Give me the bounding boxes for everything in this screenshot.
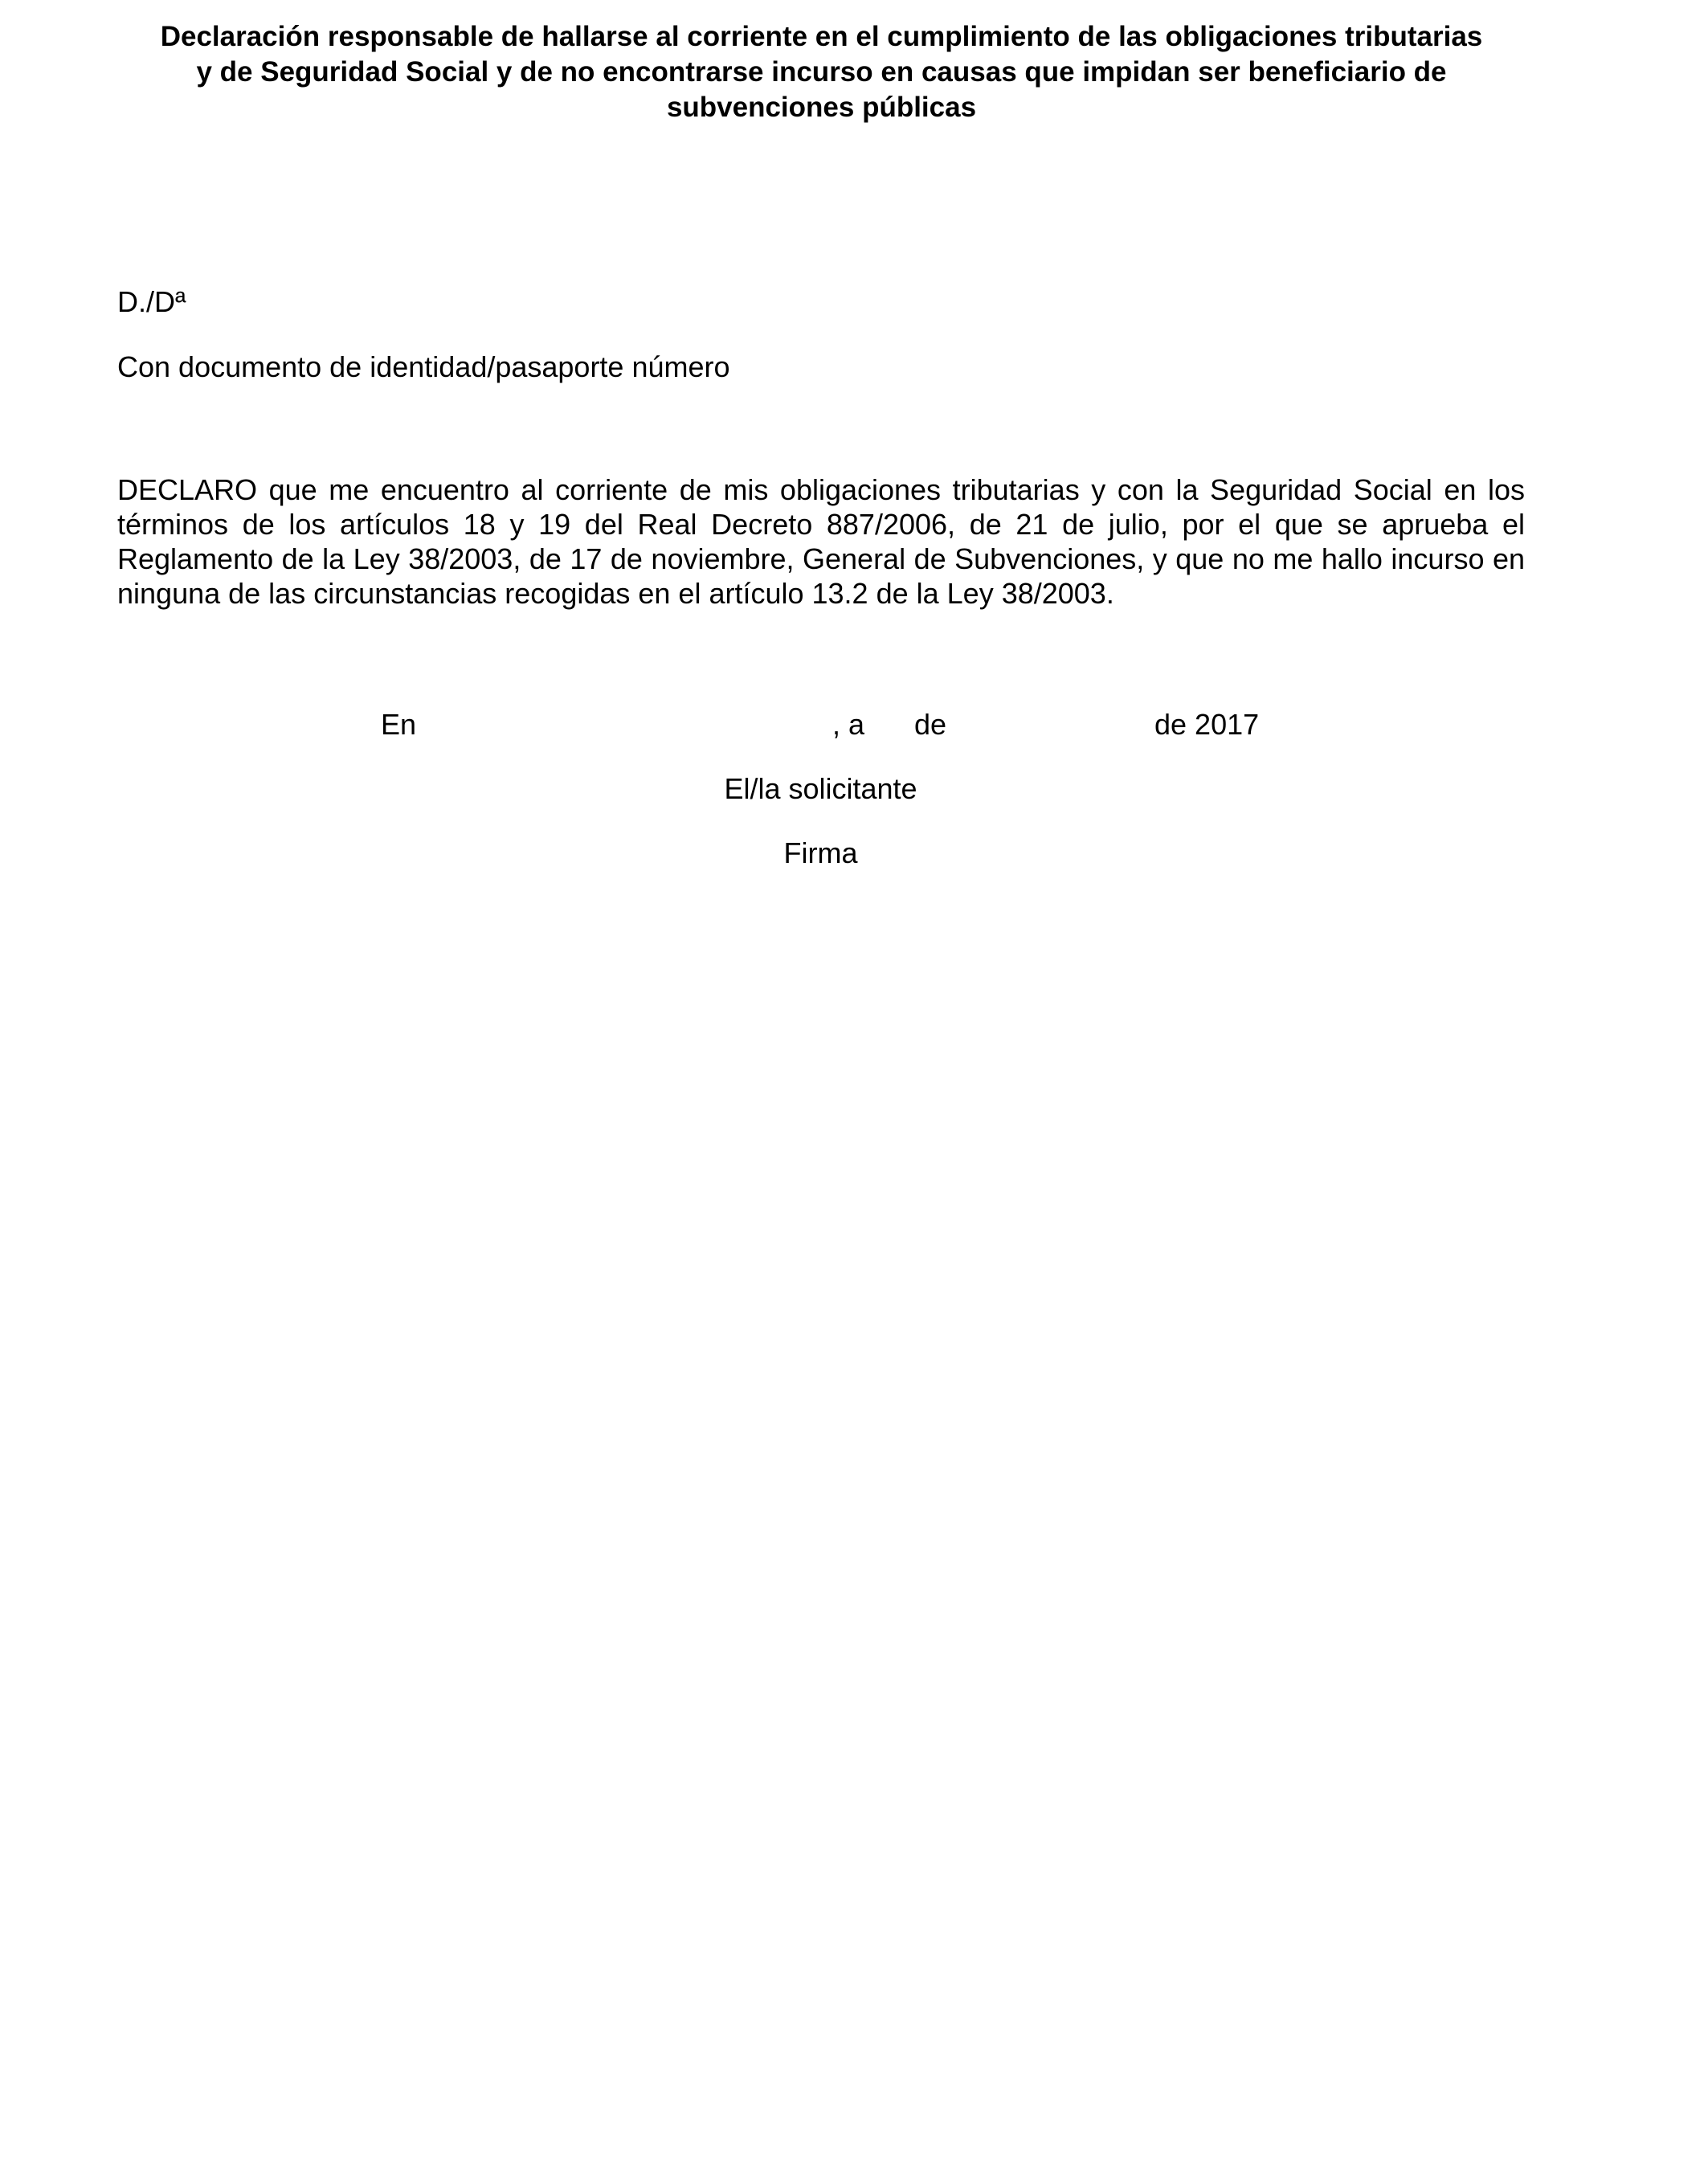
document-title: [96, 19, 1547, 125]
title-line-1: Declaración responsable de hallarse al corriente en el cumplimiento de las obligaciones tributarias: [160, 21, 1483, 52]
applicant-label: El/la solicitante: [724, 772, 917, 805]
date-month-label: de: [914, 708, 947, 741]
place-label: En: [381, 708, 417, 741]
id-document-field-label: Con documento de identidad/pasaporte número: [117, 350, 730, 383]
declaration-paragraph: DECLARO que me encuentro al corriente de mis obligaciones tributarias y con la Seguridad Social en los términos de los artículos 18 y 19 del Real Decreto 887/2006, de 21 de julio, por el que se aprueba el Reglamento de la Ley 38/2003, de 17 de noviembre, General de Subvenciones, y que no me hallo incurso en ninguna de las circunstancias recogidas en el artículo 13.2 de la Ley 38/2003.: [117, 473, 1525, 610]
date-year-label: de 2017: [1154, 708, 1260, 741]
date-day-label: , a: [832, 708, 865, 741]
title-line-2: y de Seguridad Social y de no encontrarse incurso en causas que impidan ser beneficiario de: [196, 56, 1447, 88]
signature-label: Firma: [783, 836, 858, 869]
title-line-3: subvenciones públicas: [666, 92, 977, 123]
name-field-label: D./Dª: [117, 285, 186, 318]
